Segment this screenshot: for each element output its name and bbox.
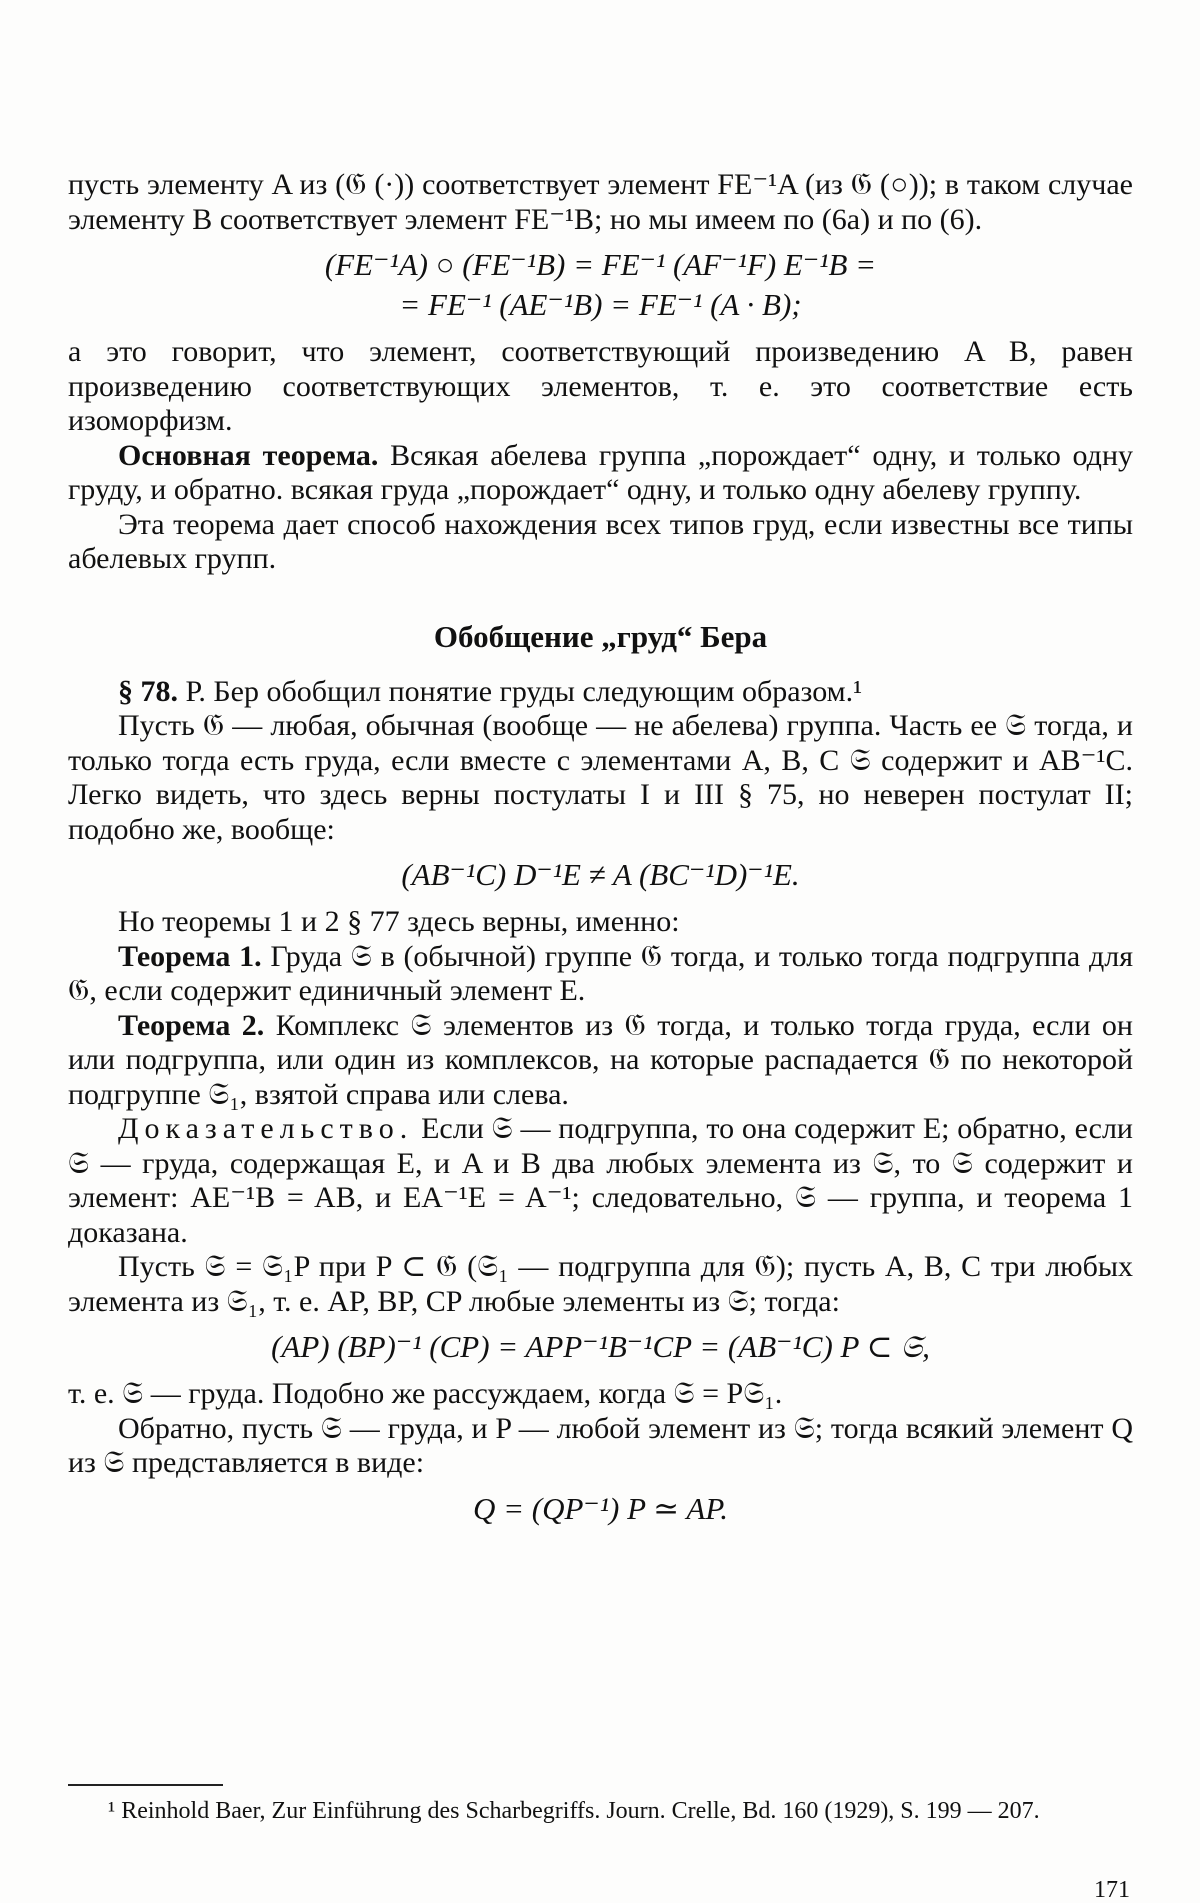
paragraph-section-78 xyxy=(68,675,1133,710)
section-78-text: Р. Бер обобщил понятие груды следующим образом.¹ xyxy=(178,674,863,708)
theorem-2-label: Теорема 2. xyxy=(118,1008,265,1042)
formula-inequality: (AB⁻¹C) D⁻¹E ≠ A (BC⁻¹D)⁻¹E. xyxy=(401,857,800,892)
proof-label: Доказательство. xyxy=(118,1112,414,1145)
formula-block-4 xyxy=(68,1489,1133,1529)
paragraph-isomorphism-setup: пусть элементу A из (𝔊 (·)) соответствует элемент FE⁻¹A (из 𝔊 (○)); в таком случае элементу B соответствует элемент FE⁻¹B; но мы имеем по (6а) и по (6). xyxy=(68,168,1133,236)
section-heading: Обобщение „груд“ Бера xyxy=(433,618,768,654)
section-number: § 78. xyxy=(118,674,178,708)
formula-line-2: = FE⁻¹ (AE⁻¹B) = FE⁻¹ (A · B); xyxy=(399,287,802,322)
main-theorem-text: Всякая абелева группа „порождает“ одну, и только одну груду, и обратно. всякая груда „порождает“ одну, и только одну абелеву группу. xyxy=(68,438,1134,506)
formula-coset-product: (AP) (BP)⁻¹ (CP) = APP⁻¹B⁻¹CP = (AB⁻¹C) P ⊂ 𝔖, xyxy=(271,1329,930,1364)
main-theorem-label: Основная теорема. xyxy=(118,438,379,472)
formula-block-3 xyxy=(68,1327,1133,1367)
paragraph-main-theorem xyxy=(68,439,1133,508)
page-body xyxy=(68,168,1133,1539)
page-number: 171 xyxy=(1094,1877,1130,1903)
paragraph-coset-conclusion: т. е. 𝔖 — груда. Подобно же рассуждаем, когда 𝔖 = P𝔖₁. xyxy=(68,1377,783,1410)
formula-block-2 xyxy=(68,855,1133,895)
footnote-divider xyxy=(68,1784,223,1786)
formula-block-1 xyxy=(68,245,1133,325)
paragraph-definition: Пусть 𝔊 — любая, обычная (вообще — не абелева) группа. Часть ее 𝔖 тогда, и только тогда есть груда, если вместе с элементами A, B, C 𝔖 содержит и AB⁻¹C. Легко видеть, что здесь верны постулаты I и III § 75, но неверен постулат II; подобно же, вообще: xyxy=(68,709,1133,846)
paragraph-theorem-2 xyxy=(68,1009,1133,1113)
theorem-2-text: Комплекс 𝔖 элементов из 𝔊 тогда, и только тогда груда, если он или подгруппа, или один из комплексов, на которые распадается 𝔊 по некоторой подгруппе 𝔖₁, взятой справа или слева. xyxy=(68,1008,1133,1111)
formula-representation: Q = (QP⁻¹) P ≃ AP. xyxy=(472,1490,729,1526)
proof-text: Если 𝔖 — подгруппа, то она содержит E; обратно, если 𝔖 — груда, содержащая E, и A и B два любых элемента из 𝔖, то 𝔖 содержит и элемент: AE⁻¹B = AB, и EA⁻¹E = A⁻¹; следовательно, 𝔖 — группа, и теорема 1 доказана. xyxy=(68,1112,1133,1249)
paragraph-theorems-intro: Но теоремы 1 и 2 § 77 здесь верны, именно: xyxy=(118,905,680,938)
theorem-1-text: Груда 𝔖 в (обычной) группе 𝔊 тогда, и только тогда подгруппа для 𝔊, если содержит единичный элемент E. xyxy=(68,939,1133,1007)
paragraph-proof xyxy=(68,1112,1133,1250)
footnote: ¹ Reinhold Baer, Zur Einführung des Scharbegriffs. Journ. Crelle, Bd. 160 (1929), S. 199 — 207. xyxy=(108,1798,1040,1824)
formula-line-1: (FE⁻¹A) ○ (FE⁻¹B) = FE⁻¹ (AF⁻¹F) E⁻¹B = xyxy=(324,247,877,282)
theorem-1-label: Теорема 1. xyxy=(118,939,262,973)
paragraph-converse: Обратно, пусть 𝔖 — груда, и P — любой элемент из 𝔖; тогда всякий элемент Q из 𝔖 представляется в виде: xyxy=(68,1411,1133,1479)
paragraph-coset-case: Пусть 𝔖 = 𝔖₁P при P ⊂ 𝔊 (𝔖₁ — подгруппа для 𝔊); пусть A, B, C три любых элемента из 𝔖₁, т. е. AP, BP, CP любые элементы из 𝔖; тогда: xyxy=(68,1250,1133,1318)
paragraph-theorem-1 xyxy=(68,940,1133,1009)
paragraph-isomorphism-conclusion: а это говорит, что элемент, соответствующий произведению A B, равен произведению соответствующих элементов, т. е. это соответствие есть изоморфизм. xyxy=(68,335,1133,437)
paragraph-theorem-remark: Эта теорема дает способ нахождения всех типов груд, если известны все типы абелевых групп. xyxy=(68,507,1133,575)
